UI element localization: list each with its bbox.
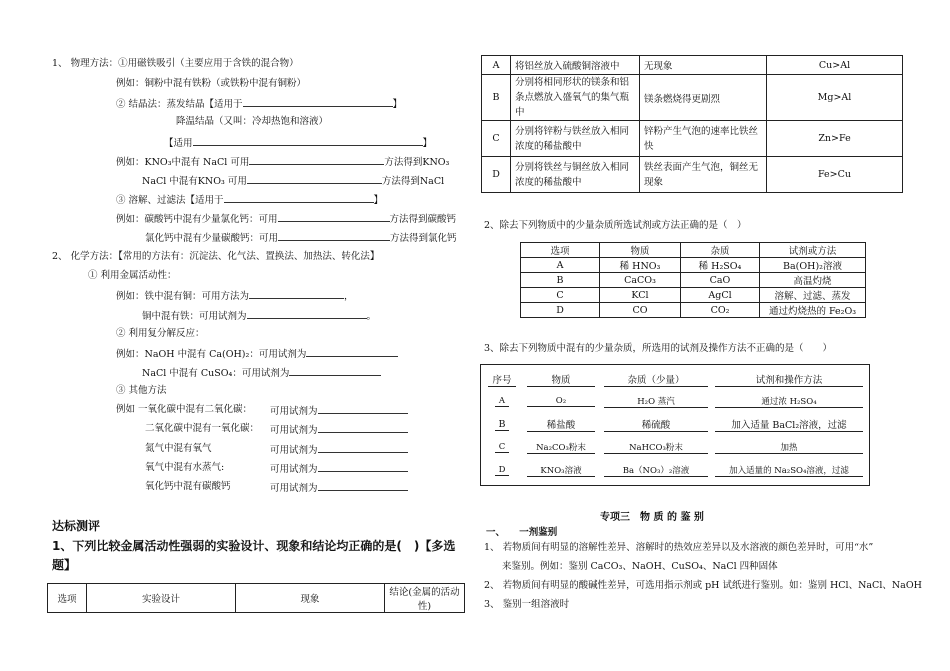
- cell: NaHCO₃粉末: [604, 441, 708, 454]
- fill-blank[interactable]: [278, 231, 390, 241]
- physical-method-line: [52, 58, 299, 70]
- cell: 稀硫酸: [604, 417, 708, 432]
- cell: Cu>Al: [767, 56, 903, 75]
- cell: 稀盐酸: [527, 417, 595, 432]
- cell: C: [521, 288, 600, 303]
- cell: Zn>Fe: [767, 121, 903, 157]
- cell: Ba（NO₃）₂溶液: [604, 464, 708, 477]
- chemical-method-line: [52, 251, 379, 263]
- text: 方法得到NaCl: [381, 176, 445, 187]
- table-row: [482, 121, 903, 157]
- cell: 高温灼烧: [760, 273, 866, 288]
- text: 可用试剂为: [270, 464, 318, 475]
- cell: A: [482, 56, 511, 75]
- cell: H₂O 蒸汽: [604, 395, 708, 408]
- table1-header: [47, 583, 465, 613]
- cell: 铁丝表面产生气泡，铜丝无现象: [640, 157, 767, 193]
- cell: KNO₃溶液: [527, 464, 595, 477]
- fill-blank[interactable]: [247, 309, 367, 319]
- nacl-cuso4-line: [142, 366, 381, 380]
- text: 可用试剂为: [270, 483, 318, 494]
- nacl-line: [142, 174, 444, 188]
- text: ② 利用复分解反应：: [116, 328, 205, 339]
- caco3-line: [116, 212, 456, 226]
- n2-o2-line: [145, 443, 212, 455]
- filtration-line: [116, 193, 383, 207]
- table-row: [482, 413, 866, 436]
- table-row: [482, 75, 903, 121]
- co-co2-line: [116, 404, 252, 416]
- header-cell: 现象: [236, 584, 385, 613]
- fill-blank[interactable]: [318, 443, 408, 453]
- fill-blank[interactable]: [247, 174, 382, 184]
- fill-blank[interactable]: [249, 289, 344, 299]
- cell: B: [495, 419, 510, 431]
- fill-blank[interactable]: [318, 481, 408, 491]
- text: 铜中混有铁：可用试剂为: [142, 311, 247, 322]
- cell: CaCO₃: [600, 273, 681, 288]
- identify-line-4: 3、 鉴别一组溶液时: [484, 599, 570, 610]
- fill-blank[interactable]: [318, 462, 408, 472]
- table-row: [521, 273, 866, 288]
- cell: KCl: [600, 288, 681, 303]
- cell: 分别将铁丝与铜丝放入相同浓度的稀盐酸中: [511, 157, 640, 193]
- cell: O₂: [527, 396, 595, 407]
- text: 氧化钙中混有碳酸钙: [145, 481, 231, 492]
- text: 可用试剂为: [270, 445, 318, 456]
- fill-blank[interactable]: [243, 97, 393, 107]
- applicable-line: [164, 136, 432, 150]
- fill-blank[interactable]: [318, 404, 408, 414]
- question-1: 1、下列比较金属活动性强弱的实验设计、现象和结论均正确的是( )【多选题】: [52, 539, 456, 572]
- cell: 无现象: [640, 56, 767, 75]
- cell: 通过浓 H₂SO₄: [715, 395, 863, 408]
- cell: 加热: [715, 441, 863, 454]
- text: 】: [373, 195, 384, 206]
- question-3: 3、除去下列物质中混有的少量杂质，所选用的试剂及操作方法不正确的是（ ）: [484, 343, 833, 354]
- cu-fe-line: [142, 309, 376, 323]
- header-cell: 结论(金属的活动性): [385, 584, 465, 613]
- cell: 分别将相同形状的镁条和铝条点燃放入盛氧气的集气瓶中: [511, 75, 640, 121]
- text: 方法得到KNO₃: [384, 157, 450, 168]
- header-cell: 杂质（少量）: [604, 372, 708, 387]
- header-cell: 序号: [488, 372, 515, 387]
- fill-blank[interactable]: [249, 155, 384, 165]
- text: ③ 其他方法: [116, 385, 167, 396]
- cell: CaO: [681, 273, 760, 288]
- identify-line-3: 2、 若物质间有明显的酸碱性差异，可选用指示剂或 pH 试纸进行鉴别。如：鉴别 HCl、NaCl、NaOH: [484, 580, 922, 591]
- cell: CO: [600, 303, 681, 318]
- identify-line-1: 1、 若物质间有明显的溶解性差异、溶解时的热效应差异以及水溶液的颜色差异时，可用“水”: [484, 542, 874, 553]
- table3: [482, 368, 866, 482]
- cell: 溶解、过滤、蒸发: [760, 288, 866, 303]
- co2-co-line: [145, 423, 259, 435]
- cell: D: [521, 303, 600, 318]
- cell: C: [495, 442, 510, 453]
- fill-blank[interactable]: [318, 423, 408, 433]
- text: 1、 物理方法：①用磁铁吸引（主要应用于含铁的混合物）: [52, 58, 299, 69]
- cell: Fe>Cu: [767, 157, 903, 193]
- text: ，: [344, 291, 354, 302]
- cell: 加入适量 BaCl₂溶液，过滤: [715, 417, 863, 432]
- cell: Na₂CO₃粉末: [527, 441, 595, 454]
- other-methods-line: [116, 385, 167, 397]
- kno3-line: [116, 155, 449, 169]
- cell: 将铝丝放入硫酸铜溶液中: [511, 56, 640, 75]
- table-row: [482, 56, 903, 75]
- text: 。: [366, 311, 377, 322]
- cell: A: [495, 396, 509, 407]
- crystallization-line: [116, 97, 402, 111]
- o2-h2o-line: [145, 462, 224, 474]
- text: ① 利用金属活动性：: [88, 270, 177, 281]
- cell: C: [482, 121, 511, 157]
- cell: 镁条燃烧得更剧烈: [640, 75, 767, 121]
- table-row: [482, 157, 903, 193]
- cell: 稀 H₂SO₄: [681, 258, 760, 273]
- cell: Mg>Al: [767, 75, 903, 121]
- n2-o2-reagent: [270, 443, 408, 457]
- o2-h2o-reagent: [270, 462, 408, 476]
- text: 例如：铜粉中混有铁粉（或铁粉中混有铜粉）: [116, 78, 307, 89]
- text: ③ 溶解、过滤法【适用于: [116, 195, 224, 206]
- text: 例如：碳酸钙中混有少量氯化钙：可用: [116, 214, 278, 225]
- table-row: [521, 288, 866, 303]
- text: 二氧化碳中混有一氧化碳：: [145, 423, 260, 434]
- table-row: [521, 258, 866, 273]
- header-cell: 物质: [600, 243, 681, 258]
- text: 例如：铁中混有铜：可用方法为: [116, 291, 250, 302]
- double-decomposition-line: [116, 328, 205, 340]
- header-cell: 选项: [521, 243, 600, 258]
- cell: 锌粉产生气泡的速率比铁丝快: [640, 121, 767, 157]
- example-line: [116, 78, 306, 90]
- fill-blank[interactable]: [289, 366, 381, 376]
- text: 例如：KNO₃中混有 NaCl 可用: [116, 157, 250, 168]
- fill-blank[interactable]: [306, 347, 398, 357]
- text: 可用试剂为: [270, 406, 318, 417]
- fill-blank[interactable]: [224, 193, 374, 203]
- text: 】: [392, 99, 403, 110]
- cell: A: [521, 258, 600, 273]
- cell: D: [482, 157, 511, 193]
- cell: Ba(OH)₂溶液: [760, 258, 866, 273]
- header-cell: 杂质: [681, 243, 760, 258]
- text: 【适用: [164, 138, 193, 149]
- header-cell: 物质: [527, 372, 595, 387]
- text: 降温结晶（又叫：冷却热饱和溶液）: [176, 116, 329, 127]
- cell: 加入适量的 Na₂SO₄溶液，过滤: [715, 464, 863, 477]
- cacl2-line: [145, 231, 457, 245]
- text: 氯化钙中混有少量碳酸钙：可用: [145, 233, 279, 244]
- fe-cu-line: [116, 289, 354, 303]
- co-co2-reagent: [270, 404, 408, 418]
- cell: 通过灼烧热的 Fe₂O₃: [760, 303, 866, 318]
- table1-body: [481, 55, 903, 193]
- cell: 分别将锌粉与铁丝放入相同浓度的稀盐酸中: [511, 121, 640, 157]
- cooling-crystallization-line: [176, 116, 328, 128]
- question-2: 2、除去下列物质中的少量杂质所选试剂或方法正确的是（ ）: [484, 220, 747, 231]
- table-row: [482, 436, 866, 459]
- table-row: [482, 390, 866, 413]
- cell: 稀 HNO₃: [600, 258, 681, 273]
- header-cell: 实验设计: [87, 584, 236, 613]
- section-title: 专项三 物 质 的 鉴 别: [600, 512, 704, 523]
- table-row: [482, 368, 866, 390]
- header-cell: 试剂和操作方法: [715, 372, 863, 387]
- text: NaCl 中混有KNO₃ 可用: [142, 176, 247, 187]
- cell: B: [482, 75, 511, 121]
- text: 例如：NaOH 中混有 Ca(OH)₂：可用试剂为: [116, 349, 307, 360]
- text: 氧气中混有水蒸气:: [145, 462, 225, 473]
- table-row: [521, 243, 866, 258]
- cell: B: [521, 273, 600, 288]
- identify-line-2: 来鉴别。例如：鉴别 CaCO₃、NaOH、CuSO₄、NaCl 四种固体: [502, 561, 778, 572]
- text: 方法得到氯化钙: [390, 233, 457, 244]
- table2: [520, 242, 866, 318]
- text: 方法得到碳酸钙: [389, 214, 457, 225]
- cao-caco3-line: [145, 481, 231, 493]
- text: 可用试剂为: [270, 425, 318, 436]
- text: 2、 化学方法：【常用的方法有：沉淀法、化气法、置换法、加热法、转化法】: [52, 251, 380, 262]
- header-cell: 选项: [48, 584, 87, 613]
- cell: CO₂: [681, 303, 760, 318]
- section-heading: 达标测评: [52, 519, 101, 533]
- cell: AgCl: [681, 288, 760, 303]
- co2-co-reagent: [270, 423, 408, 437]
- table-row: [521, 303, 866, 318]
- naoh-line: [116, 347, 398, 361]
- text: ② 结晶法：蒸发结晶【适用于: [116, 99, 243, 110]
- text: 】: [422, 138, 433, 149]
- text: 氮气中混有氧气: [145, 443, 212, 454]
- header-cell: 试剂或方法: [760, 243, 866, 258]
- text: 例如 一氧化碳中混有二氧化碳：: [116, 404, 253, 415]
- table-row: [482, 459, 866, 482]
- metal-activity-line: [88, 270, 177, 282]
- subsection-heading: 一、 一剂鉴别: [486, 527, 558, 538]
- cell: D: [495, 465, 510, 476]
- text: NaCl 中混有 CuSO₄：可用试剂为: [142, 368, 290, 379]
- cao-caco3-reagent: [270, 481, 408, 495]
- fill-blank[interactable]: [193, 136, 423, 146]
- fill-blank[interactable]: [278, 212, 390, 222]
